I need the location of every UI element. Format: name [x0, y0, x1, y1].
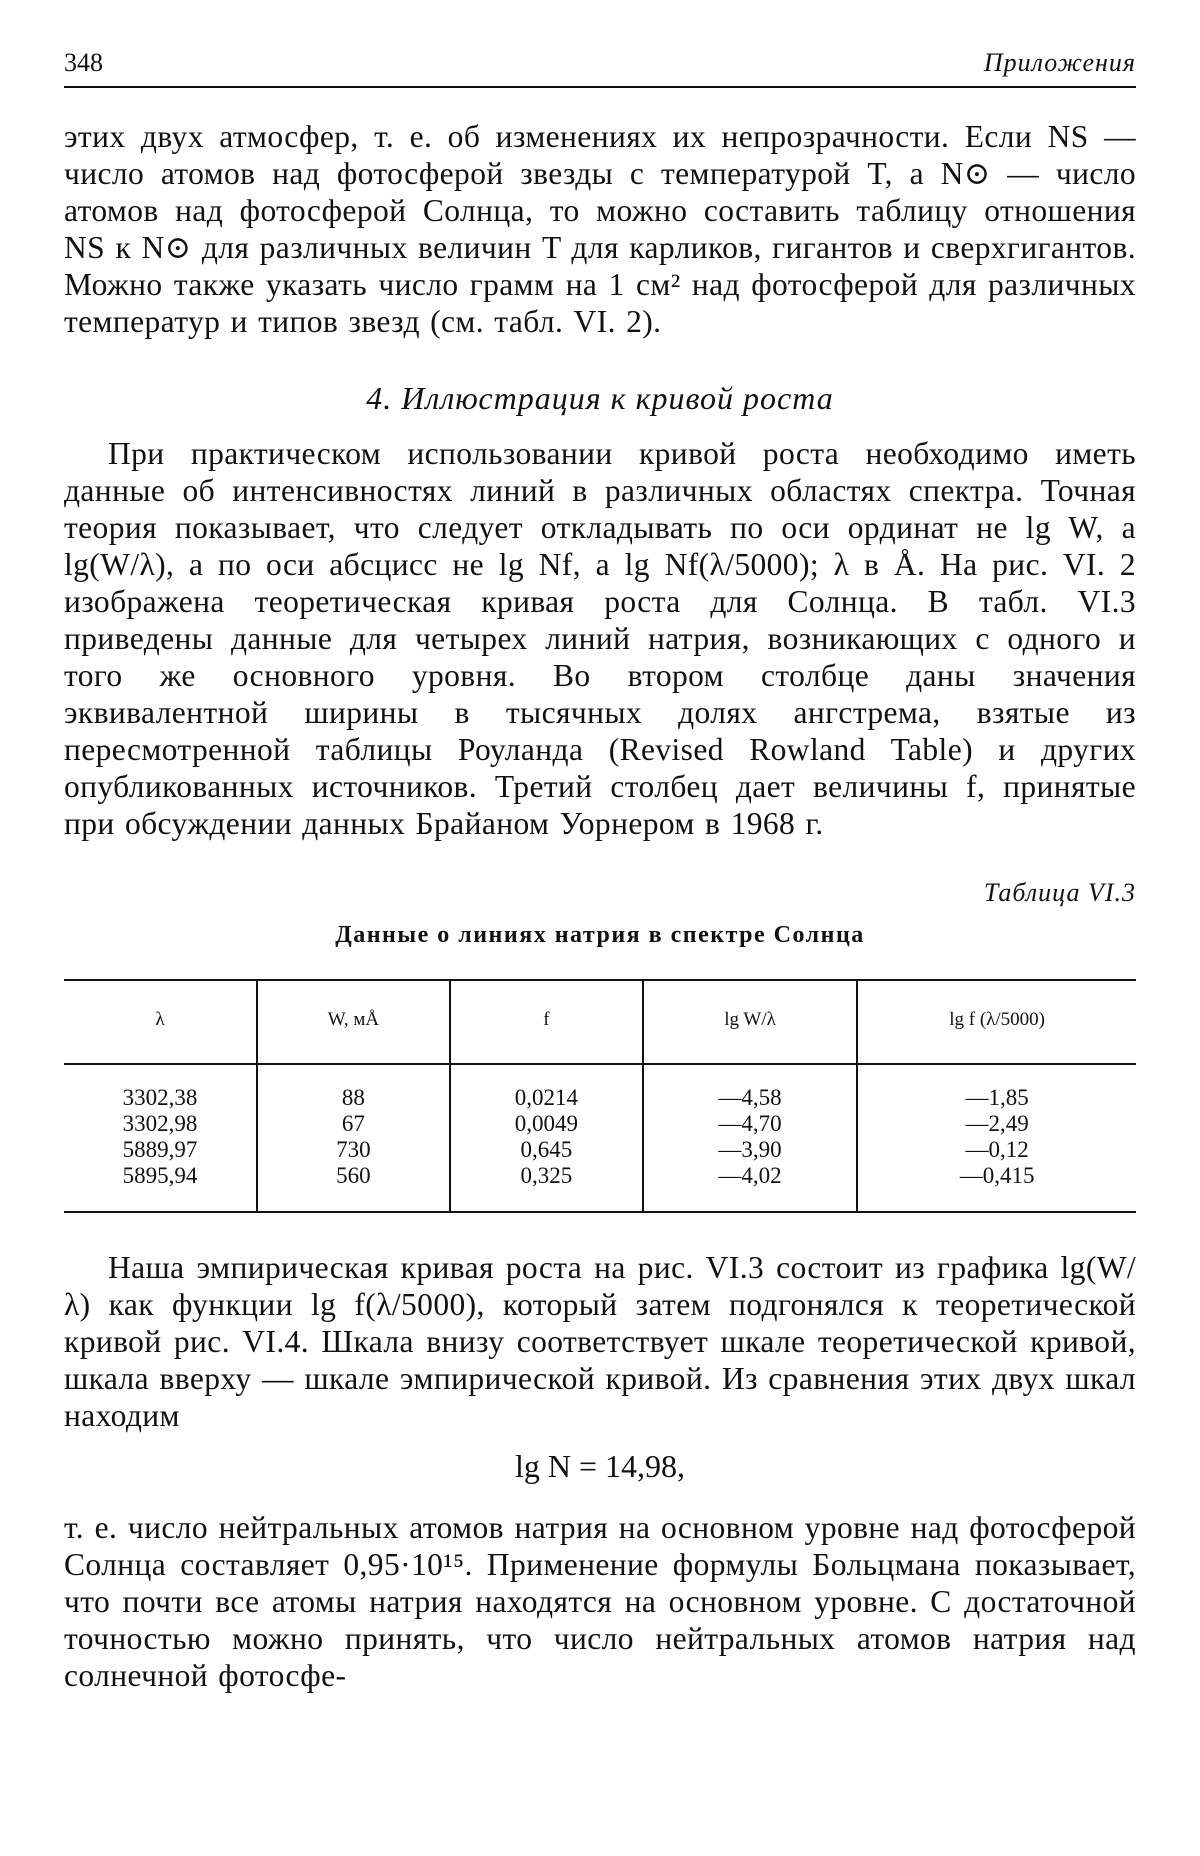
table-cell: —4,58	[718, 1085, 782, 1110]
paragraph-intro: этих двух атмосфер, т. е. об изменениях их непрозрачности. Если NS — число атомов над фотосферой звезды с температурой T, а N⊙ — число атомов над фотосферой Солнца, то можно составить таблицу отношения NS к N⊙ для различных величин T для карликов, гигантов и сверхгигантов. Можно также указать число грамм на 1 см² над фотосферой для различных температур и типов звезд (см. табл. VI. 2).	[64, 119, 1136, 339]
table-header-row	[64, 980, 1136, 1064]
column-wavelength-values	[64, 1064, 257, 1212]
page-number: 348	[64, 48, 103, 77]
table-cell: —0,415	[959, 1163, 1035, 1188]
paragraph-curve-of-growth: При практическом использовании кривой роста необходимо иметь данные об интенсивностях линий в различных областях спектра. Точная теория показывает, что следует откладывать по оси ординат не lg W, а lg(W/λ), а по оси абсцисс не lg Nf, а lg Nf(λ/5000); λ в Å. На рис. VI. 2 изображена теоретическая кривая роста для Солнца. В табл. VI.3 приведены данные для четырех линий натрия, возникающих с одного и того же основного уровня. Во втором столбце даны значения эквивалентной ширины в тысячных долях ангстрема, взятые из пересмотренной таблицы Роуланда (Revised Rowland Table) и других опубликованных источников. Третий столбец дает величины f, принятые при обсуждении данных Брайаном Уорнером в 1968 г.	[64, 436, 1136, 841]
running-head	[64, 40, 1136, 88]
table-cell: 0,645	[520, 1137, 573, 1162]
column-header-lg-w-lambda: lg W/λ	[643, 980, 857, 1064]
column-lg-f-lambda-values	[857, 1064, 1136, 1212]
book-page	[64, 40, 1136, 1694]
table-cell: —0,12	[965, 1137, 1029, 1162]
table-caption: Данные о линиях натрия в спектре Солнца	[335, 922, 865, 948]
table-cell: 730	[336, 1137, 371, 1162]
table-cell: 5889,97	[122, 1137, 198, 1162]
table-cell: —4,02	[718, 1163, 782, 1188]
table-cell: —1,85	[965, 1085, 1029, 1110]
table-body-row	[64, 1064, 1136, 1212]
paragraph-conclusion: т. е. число нейтральных атомов натрия на основном уровне над фотосферой Солнца составляет 0,95·10¹⁵. Применение формулы Больцмана показывает, что почти все атомы натрия находятся на основном уровне. С достаточной точностью можно принять, что число нейтральных атомов натрия над солнечной фотосфе-	[64, 1510, 1136, 1693]
equation-lg-n: lg N = 14,98,	[514, 1448, 686, 1484]
column-header-lg-f-lambda: lg f (λ/5000)	[857, 980, 1136, 1064]
table-cell: 5895,94	[122, 1163, 198, 1188]
table-cell: 3302,38	[122, 1085, 198, 1110]
table-cell: —2,49	[965, 1111, 1029, 1136]
section-title: Приложения	[983, 48, 1136, 77]
section-heading: 4. Иллюстрация к кривой роста	[366, 380, 834, 416]
table-label: Таблица VI.3	[983, 878, 1136, 907]
table-cell: 0,0214	[514, 1085, 578, 1110]
sodium-lines-table	[64, 979, 1136, 1213]
table-cell: 3302,98	[122, 1111, 198, 1136]
column-header-f: f	[450, 980, 643, 1064]
table-cell: 0,325	[520, 1163, 573, 1188]
column-equivalent-width-values	[257, 1064, 450, 1212]
table-cell: —3,90	[718, 1137, 782, 1162]
table-cell: 0,0049	[514, 1111, 578, 1136]
table-cell: —4,70	[718, 1111, 782, 1136]
table-cell: 560	[336, 1163, 371, 1188]
paragraph-empirical-curve: Наша эмпирическая кривая роста на рис. VI.3 состоит из графика lg(W/λ) как функции lg f(λ/5000), который затем подгонялся к теоретической кривой рис. VI.4. Шкала внизу соответствует шкале теоретической кривой, шкала вверху — шкале эмпирической кривой. Из сравнения этих двух шкал находим	[64, 1250, 1136, 1433]
column-lg-w-lambda-values	[643, 1064, 857, 1212]
column-header-equivalent-width: W, мÅ	[257, 980, 450, 1064]
table-cell: 88	[341, 1085, 365, 1110]
column-header-wavelength: λ	[64, 980, 257, 1064]
table-cell: 67	[341, 1111, 365, 1136]
column-f-values	[450, 1064, 643, 1212]
